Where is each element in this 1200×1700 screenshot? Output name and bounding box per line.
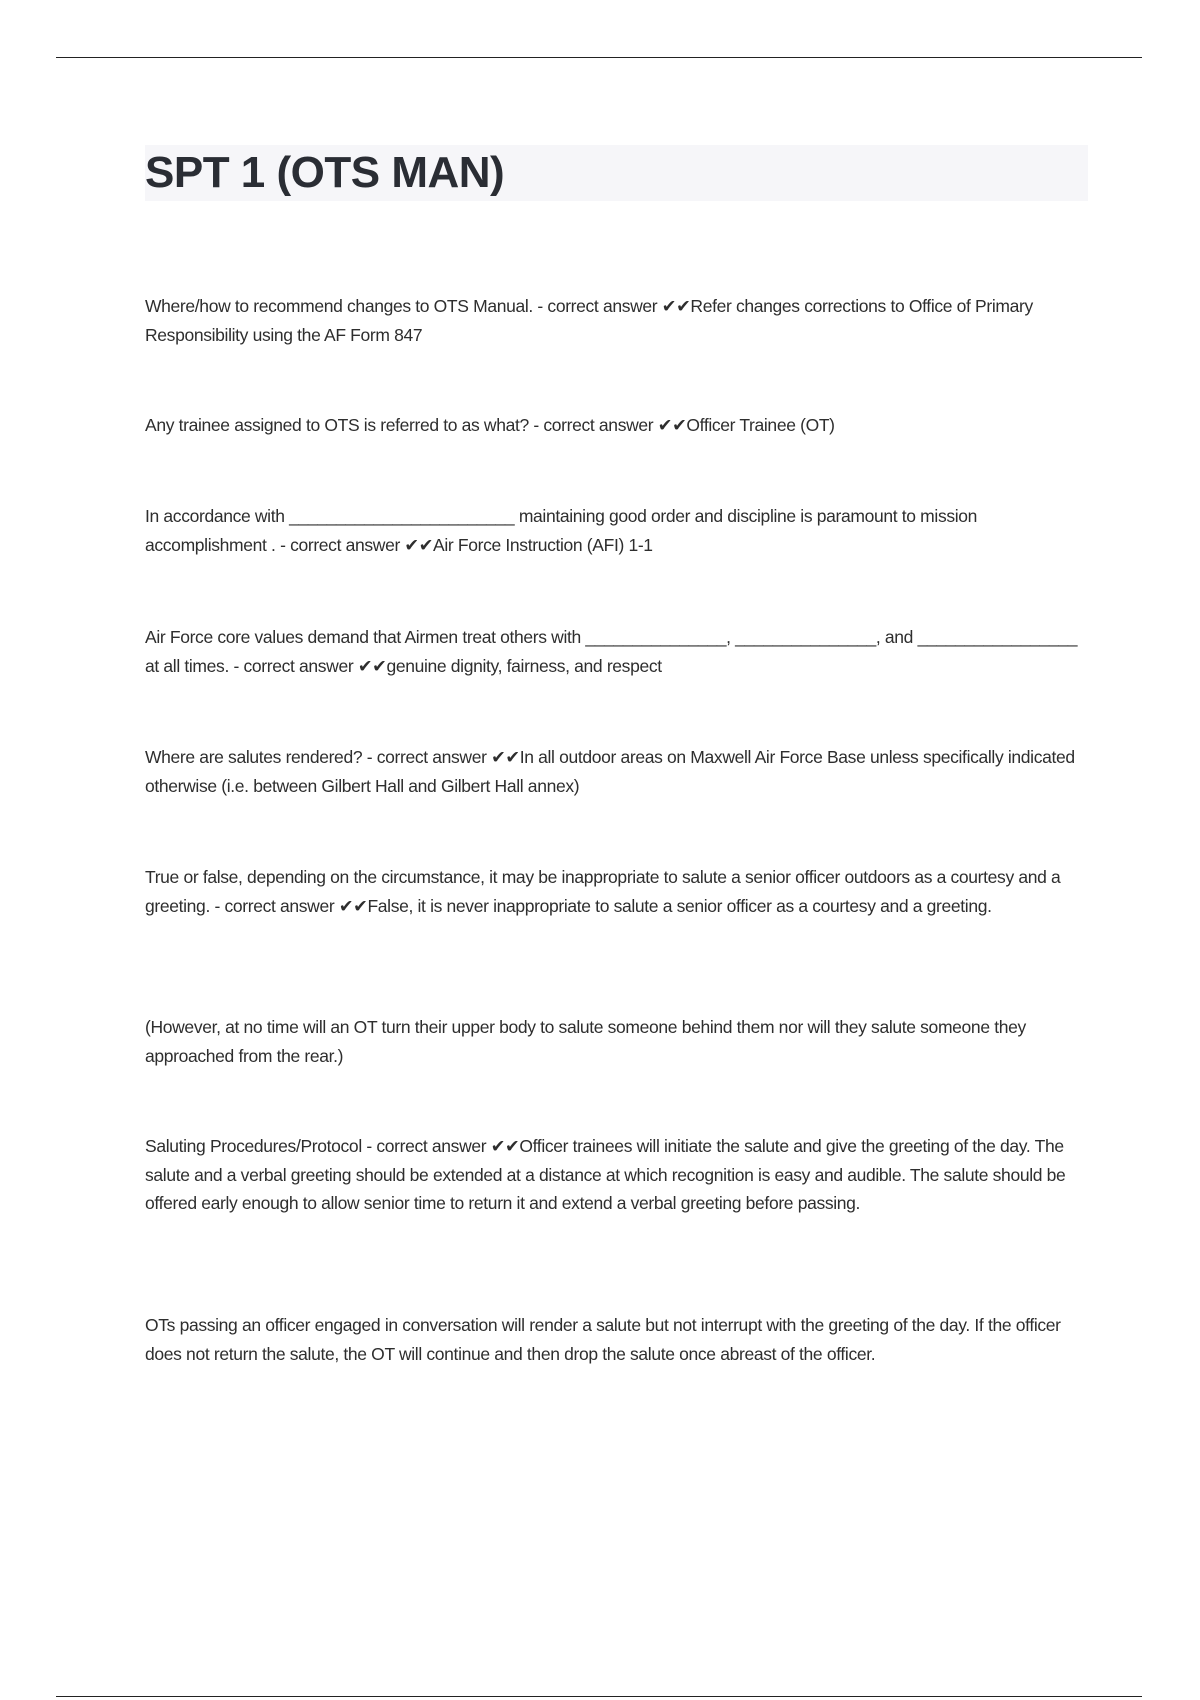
qa-item: Where are salutes rendered? - correct answer ✔✔In all outdoor areas on Maxwell Air Force Base unless specifically indicated otherwise (i.e. between Gilbert Hall and Gilbert Hall annex): [145, 747, 1075, 796]
qa-item: Saluting Procedures/Protocol - correct answer ✔✔Officer trainees will initiate the salute and give the greeting of the day. The salute and a verbal greeting should be extended at a distance at which recognition is easy and audible. The salute should be offered early enough to allow senior time to return it and extend a verbal greeting before passing.: [145, 1136, 1066, 1213]
qa-item: In accordance with ________________________ maintaining good order and discipline is paramount to mission accomplishment . - correct answer ✔✔Air Force Instruction (AFI) 1-1: [145, 506, 978, 555]
qa-item: True or false, depending on the circumstance, it may be inappropriate to salute a senior officer outdoors as a courtesy and a greeting. - correct answer ✔✔False, it is never inappropriate to salute a senior officer as a courtesy and a greeting.: [145, 867, 1061, 916]
qa-item: Any trainee assigned to OTS is referred to as what? - correct answer ✔✔Officer Trainee (OT): [145, 415, 835, 435]
page-title: SPT 1 (OTS MAN): [145, 148, 505, 197]
qa-item: OTs passing an officer engaged in conversation will render a salute but not interrupt with the greeting of the day. If the officer does not return the salute, the OT will continue and then drop the salute once abreast of the officer.: [145, 1315, 1061, 1364]
bottom-rule: [56, 1696, 1142, 1697]
qa-item: Air Force core values demand that Airmen treat others with _______________, _______________, and _________________ at all times. - correct answer ✔✔genuine dignity, fairness, and respect: [145, 627, 1078, 676]
top-rule: [56, 57, 1142, 58]
qa-item: Where/how to recommend changes to OTS Manual. - correct answer ✔✔Refer changes corrections to Office of Primary Responsibility using the AF Form 847: [145, 296, 1033, 345]
qa-item: (However, at no time will an OT turn their upper body to salute someone behind them nor will they salute someone they approached from the rear.): [145, 1017, 1026, 1066]
